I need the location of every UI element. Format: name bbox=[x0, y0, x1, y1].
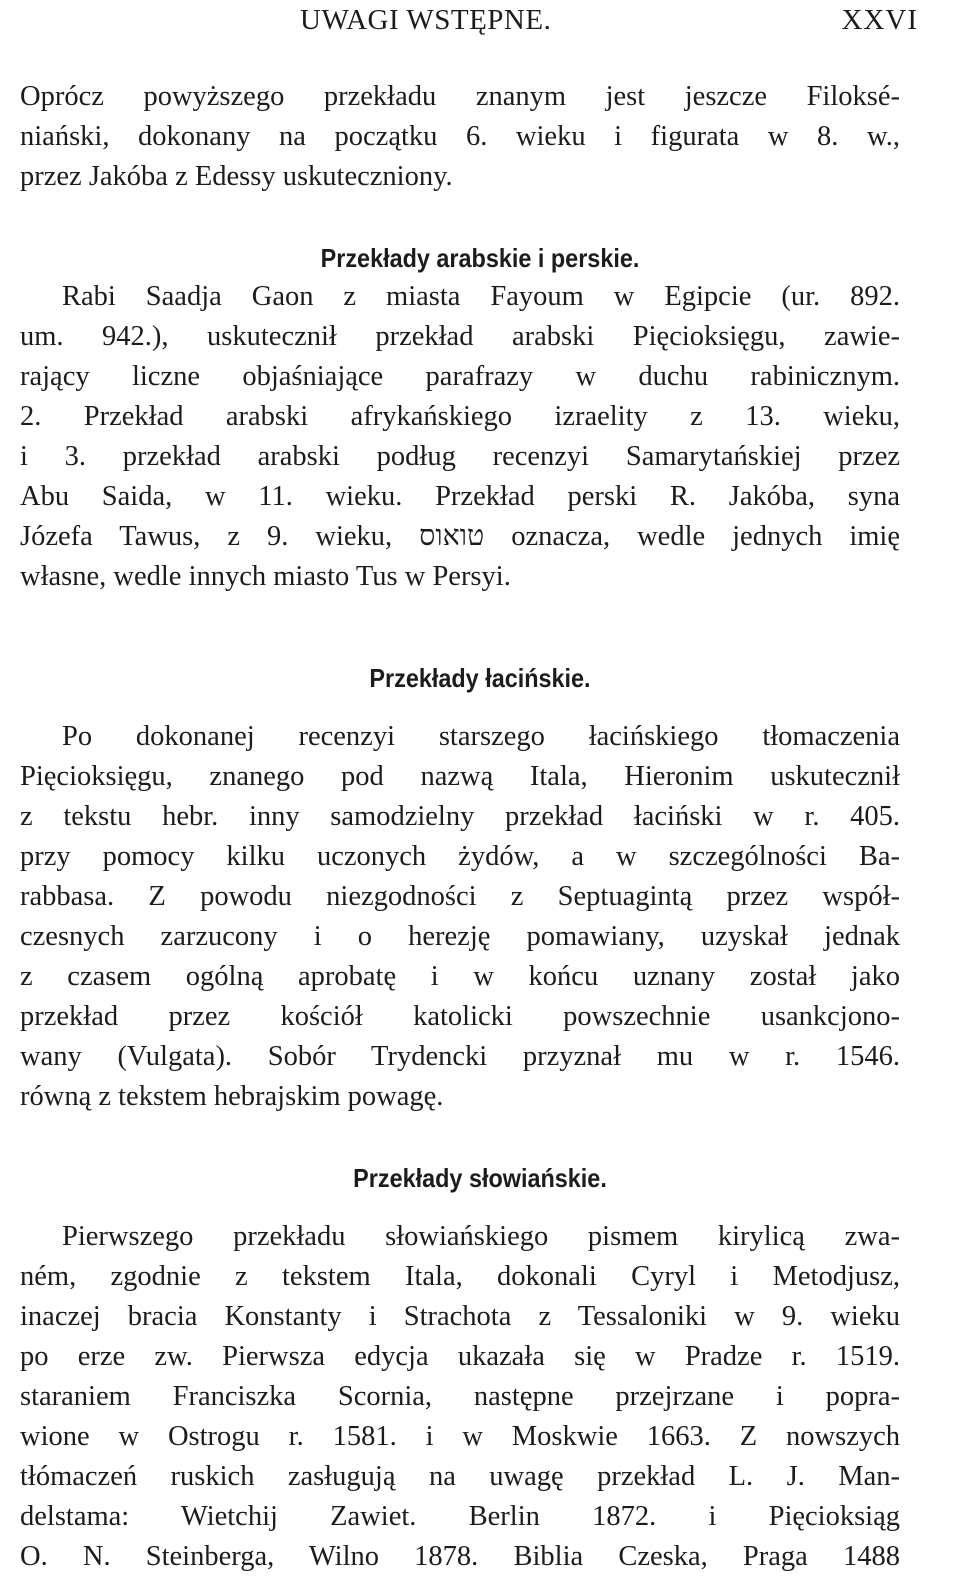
text-line: tłómaczeń ruskich zasługują na uwagę przekład L. J. Man- bbox=[20, 1461, 900, 1492]
running-header bbox=[0, 0, 960, 40]
text-line: Pierwszego przekładu słowiańskiego pismem kirylicą zwa- bbox=[62, 1221, 900, 1252]
text-line: z tekstu hebr. inny samodzielny przekład łaciński w r. 405. bbox=[20, 801, 900, 832]
text-line: wany (Vulgata). Sobór Trydencki przyznał mu w r. 1546. bbox=[20, 1041, 900, 1072]
running-title: UWAGI WSTĘPNE. bbox=[300, 4, 552, 36]
text-line: po erze zw. Pierwsza edycja ukazała się w Pradze r. 1519. bbox=[20, 1341, 900, 1372]
text-line: i 3. przekład arabski podług recenzyi Samarytańskiej przez bbox=[20, 441, 900, 472]
section-heading: Przekłady arabskie i perskie. bbox=[320, 243, 640, 273]
text-line: O. N. Steinberga, Wilno 1878. Biblia Czeska, Praga 1488 bbox=[20, 1541, 900, 1572]
text-line: przekład przez kościół katolicki powszechnie usankcjono- bbox=[20, 1001, 900, 1032]
text-line: Pięcioksięgu, znanego pod nazwą Itala, Hieronim uskutecznił bbox=[20, 761, 900, 792]
text-line: staraniem Franciszka Scornia, następne przejrzane i popra- bbox=[20, 1381, 900, 1412]
text-line: Rabi Saadja Gaon z miasta Fayoum w Egipcie (ur. 892. bbox=[62, 281, 900, 312]
text-line: Oprócz powyższego przekładu znanym jest jeszcze Filoksé- bbox=[20, 81, 900, 112]
section-heading: Przekłady łacińskie. bbox=[369, 663, 591, 693]
text-line: przy pomocy kilku uczonych żydów, a w szczególności Ba- bbox=[20, 841, 900, 872]
text-line: inaczej bracia Konstanty i Strachota z Tessaloniki w 9. wieku bbox=[20, 1301, 900, 1332]
text-line: rabbasa. Z powodu niezgodności z Septuagintą przez współ- bbox=[20, 881, 900, 912]
text-line: wione w Ostrogu r. 1581. i w Moskwie 1663. Z nowszych bbox=[20, 1421, 900, 1452]
text-line: czesnych zarzucony i o herezję pomawiany, uzyskał jednak bbox=[20, 921, 900, 952]
text-line: niański, dokonany na początku 6. wieku i figurata w 8. w., bbox=[20, 121, 900, 152]
text-line: rający liczne objaśniające parafrazy w duchu rabinicznym. bbox=[20, 361, 900, 392]
text-line: z czasem ogólną aprobatę i w końcu uznany został jako bbox=[20, 961, 900, 992]
text-line: własne, wedle innych miasto Tus w Persyi. bbox=[20, 561, 511, 592]
page-number: XXVI bbox=[841, 4, 918, 36]
text-line: Abu Saida, w 11. wieku. Przekład perski R. Jakóba, syna bbox=[20, 481, 900, 512]
text-line: równą z tekstem hebrajskim powagę. bbox=[20, 1081, 444, 1112]
text-line: Józefa Tawus, z 9. wieku, טואוס oznacza, wedle jednych imię bbox=[20, 521, 900, 552]
text-line: ném, zgodnie z tekstem Itala, dokonali Cyryl i Metodjusz, bbox=[20, 1261, 900, 1292]
text-line: Po dokonanej recenzyi starszego łacińskiego tłomaczenia bbox=[62, 721, 900, 752]
text-line: um. 942.), uskutecznił przekład arabski Pięcioksięgu, zawie- bbox=[20, 321, 900, 352]
text-line: 2. Przekład arabski afrykańskiego izraelity z 13. wieku, bbox=[20, 401, 900, 432]
text-line: delstama: Wietchij Zawiet. Berlin 1872. i Pięcioksiąg bbox=[20, 1501, 900, 1532]
section-heading: Przekłady słowiańskie. bbox=[353, 1163, 607, 1193]
text-line: przez Jakóba z Edessy uskuteczniony. bbox=[20, 161, 453, 192]
